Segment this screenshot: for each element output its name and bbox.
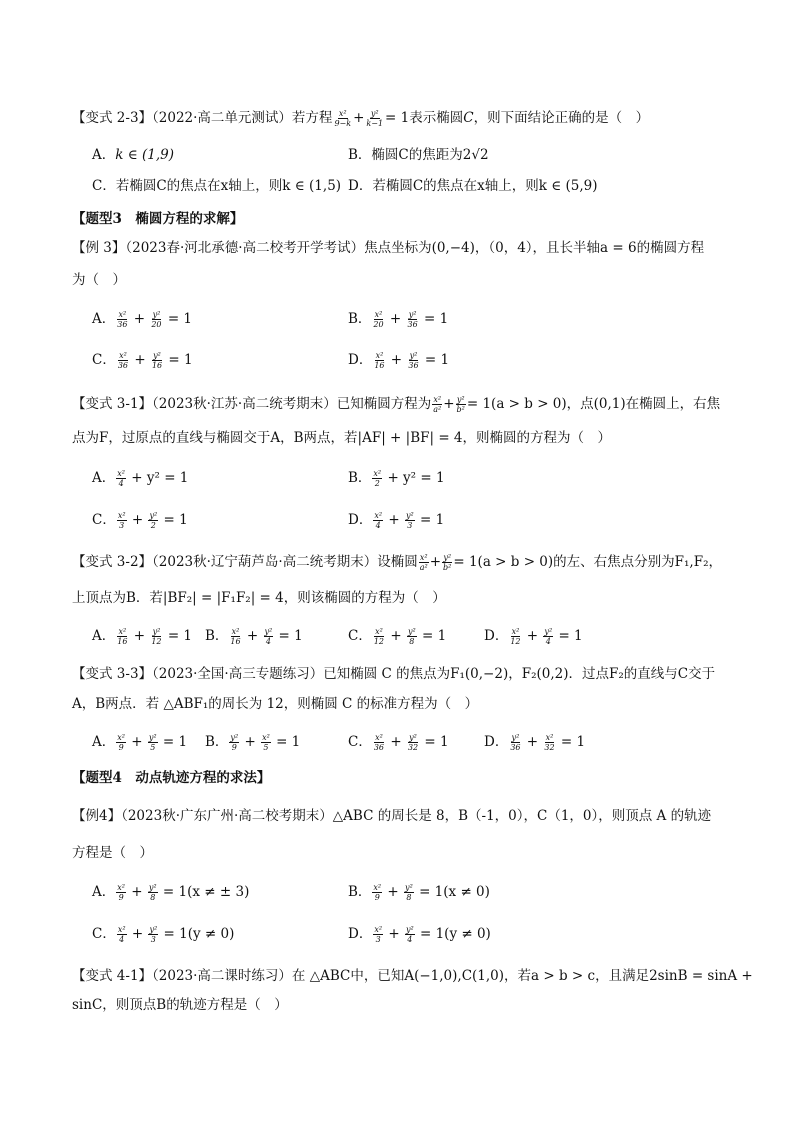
option-c[interactable]: C． $\frac{\text{x²}}{36}$ + $\frac{\text{y²}}{32}$ = 1 [348, 733, 449, 752]
option-d[interactable]: D． $\frac{\text{x²}}{3}$ + $\frac{\text{y²}}{4}$ = 1(y ≠ 0) [348, 925, 491, 944]
question-v3-2-line1: 【变式 3-2】（2023秋·辽宁葫芦岛·高二统考期末）设椭圆 $\frac{\text{x²}}{\text{a²}}$ + $\frac{\text{y²}}{\text{b²}}$ = 1(a > b > 0)的左、右焦点分别为F₁,F₂， [72, 553, 723, 572]
option-d[interactable]: D． $\frac{\text{x²}}{16}$ + $\frac{\text{y²}}{36}$ = 1 [348, 351, 450, 370]
option-b[interactable]: B． $\frac{\text{x²}}{16}$ + $\frac{\text{y²}}{4}$ = 1 [205, 627, 303, 646]
option-a[interactable]: A． $\frac{\text{x²}}{9}$ + $\frac{\text{y²}}{8}$ = 1(x ≠ ± 3) [92, 883, 250, 902]
option-b[interactable]: B．椭圆C的焦距为2√2 [348, 147, 489, 163]
option-c[interactable]: C． $\frac{\text{x²}}{12}$ + $\frac{\text{y²}}{8}$ = 1 [348, 627, 447, 646]
option-b[interactable]: B． $\frac{\text{y²}}{9}$ + $\frac{\text{x²}}{5}$ = 1 [205, 733, 301, 752]
question-ex3-line2: 为（ ） [72, 272, 126, 288]
option-a[interactable]: A． $\frac{\text{x²}}{16}$ + $\frac{\text{y²}}{12}$ = 1 [92, 627, 193, 646]
question-v3-3-line2: A，B两点．若 △ABF₁的周长为 12，则椭圆 C 的标准方程为（ ） [72, 696, 479, 712]
question-ex3-line1: 【例 3】（2023春·河北承德·高二校考开学考试）焦点坐标为(0,−4)，（0，4），且长半轴a = 6的椭圆方程 [72, 240, 705, 256]
question-v3-1-line1: 【变式 3-1】（2023秋·江苏·高二统考期末）已知椭圆方程为 $\frac{\text{x²}}{\text{a²}}$ + $\frac{\text{y²}}{\text{b²}}$ = 1(a > b > 0)，点(0,1)在椭圆上，右焦 [72, 395, 721, 414]
question-v3-2-line2: 上顶点为B．若|BF₂| = |F₁F₂| = 4，则该椭圆的方程为（ ） [72, 590, 446, 606]
option-c[interactable]: C． $\frac{\text{x²}}{3}$ + $\frac{\text{y²}}{2}$ = 1 [92, 511, 188, 530]
option-d[interactable]: D． $\frac{\text{x²}}{4}$ + $\frac{\text{y²}}{3}$ = 1 [348, 511, 445, 530]
question-v4-1-line2: sinC，则顶点B的轨迹方程是（ ） [72, 997, 288, 1013]
option-a[interactable]: A．k ∈ (1,9) [92, 147, 175, 163]
option-d[interactable]: D． $\frac{\text{x²}}{12}$ + $\frac{\text{y²}}{4}$ = 1 [484, 627, 583, 646]
option-a[interactable]: A． $\frac{\text{x²}}{36}$ + $\frac{\text{y²}}{20}$ = 1 [92, 310, 193, 329]
option-b[interactable]: B． $\frac{\text{x²}}{2}$ + y² = 1 [348, 469, 445, 488]
fraction: $\frac{\text{x²}}{9-k}$ [334, 109, 352, 128]
question-v4-1-line1: 【变式 4-1】（2023·高二课时练习）在 △ABC中，已知A(−1,0),C(1,0)，若a > b > c，且满足2sinB = sinA + [72, 968, 753, 984]
option-c[interactable]: C． $\frac{\text{x²}}{4}$ + $\frac{\text{y²}}{3}$ = 1(y ≠ 0) [92, 925, 235, 944]
option-a[interactable]: A． $\frac{\text{x²}}{9}$ + $\frac{\text{y²}}{5}$ = 1 [92, 733, 188, 752]
option-d[interactable]: D． $\frac{\text{y²}}{36}$ + $\frac{\text{x²}}{32}$ = 1 [484, 733, 586, 752]
option-b[interactable]: B． $\frac{\text{x²}}{20}$ + $\frac{\text{y²}}{36}$ = 1 [348, 310, 449, 329]
option-b[interactable]: B． $\frac{\text{x²}}{9}$ + $\frac{\text{y²}}{8}$ = 1(x ≠ 0) [348, 883, 490, 902]
fraction: $\frac{\text{y²}}{k-1}$ [366, 109, 384, 128]
option-d[interactable]: D．若椭圆C的焦点在x轴上，则k ∈ (5,9) [348, 178, 598, 194]
question-ex4-line1: 【例4】（2023秋·广东广州·高二校考期末）△ABC 的周长是 8，B（-1，0），C（1，0），则顶点 A 的轨迹 [72, 808, 712, 824]
section-title-3: 【题型3 椭圆方程的求解】 [72, 211, 244, 227]
question-ex4-line2: 方程是（ ） [72, 845, 153, 861]
option-c[interactable]: C．若椭圆C的焦点在x轴上，则k ∈ (1,5) [92, 178, 342, 194]
question-v3-1-line2: 点为F，过原点的直线与椭圆交于A，B两点，若|AF| + |BF| = 4，则椭圆的方程为（ ） [72, 430, 612, 446]
question-v2-3-stem: 【变式 2-3】（2022·高二单元测试）若方程 $\frac{\text{x²}}{9-k}$ + $\frac{\text{y²}}{k-1}$ = 1表示椭圆C，则下面结论正确的是（ ） [72, 109, 650, 128]
question-v3-3-line1: 【变式 3-3】（2023·全国·高三专题练习）已知椭圆 C 的焦点为F₁(0,−2)，F₂(0,2)．过点F₂的直线与C交于 [72, 666, 716, 682]
section-title-4: 【题型4 动点轨迹方程的求法】 [72, 770, 271, 786]
option-c[interactable]: C． $\frac{\text{x²}}{36}$ + $\frac{\text{y²}}{16}$ = 1 [92, 351, 193, 370]
option-a[interactable]: A． $\frac{\text{x²}}{4}$ + y² = 1 [92, 469, 189, 488]
